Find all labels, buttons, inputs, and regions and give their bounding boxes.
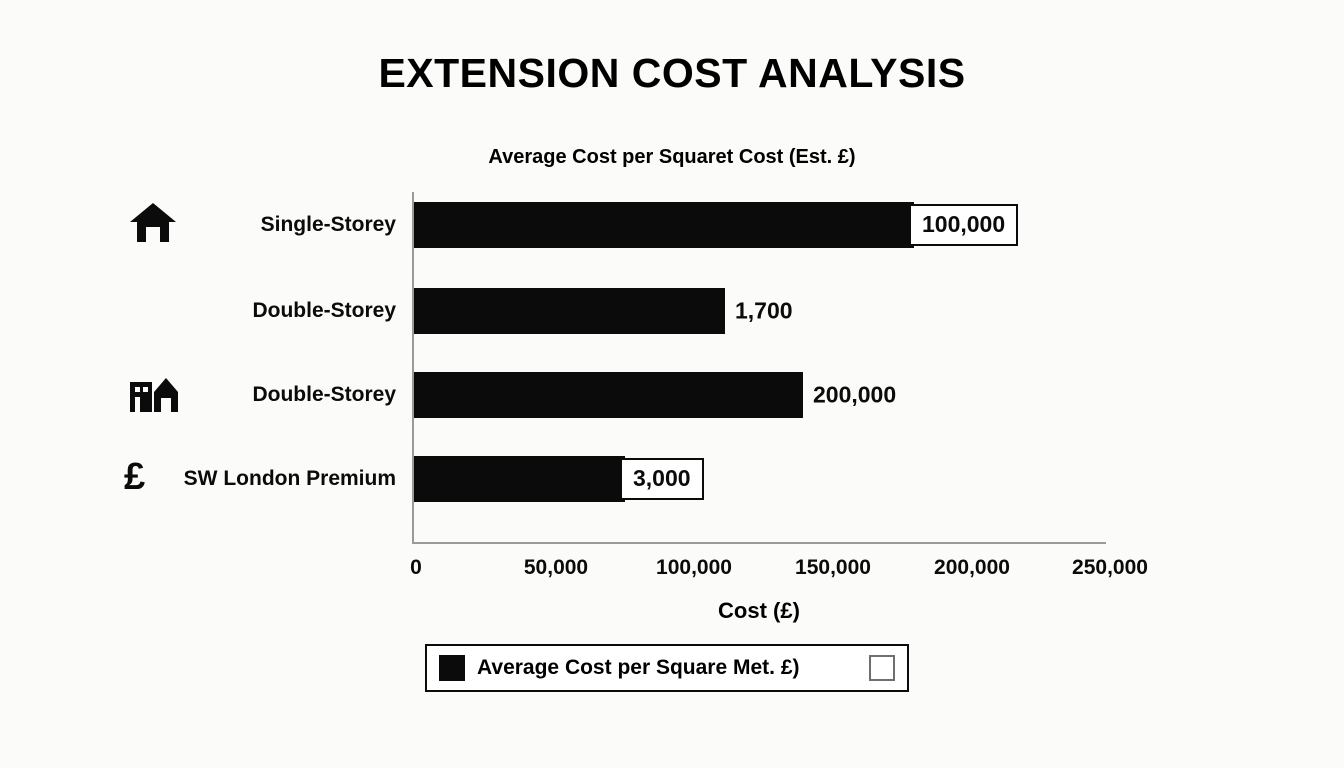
bar-0[interactable]	[414, 202, 914, 248]
bar-row-3	[412, 456, 1106, 502]
x-axis-title: Cost (£)	[718, 598, 800, 623]
x-axis-line	[412, 542, 1106, 544]
x-tick-4: 200,000	[934, 556, 1010, 579]
bar-value-0: 100,000	[909, 204, 1018, 246]
x-tick-0: 0	[410, 556, 422, 579]
category-label-1: Double-Storey	[252, 299, 396, 322]
bar-value-3: 3,000	[620, 458, 704, 500]
bar-row-1	[412, 288, 1106, 334]
building-icon	[128, 370, 180, 416]
plot-area	[412, 192, 1106, 544]
house-icon	[128, 200, 178, 246]
bar-1[interactable]	[414, 288, 725, 334]
pound-icon: £	[124, 456, 146, 498]
category-label-0: Single-Storey	[260, 213, 396, 236]
chart-subtitle: Average Cost per Squaret Cost (Est. £)	[488, 146, 856, 168]
bar-value-2: 200,000	[813, 381, 897, 408]
category-label-3: SW London Premium	[183, 467, 396, 490]
x-tick-1: 50,000	[523, 556, 589, 579]
category-label-2: Double-Storey	[252, 383, 396, 406]
legend-label-0: Average Cost per Square Met. £)	[477, 656, 800, 679]
x-tick-2: 100,000	[656, 556, 732, 579]
bar-value-1: 1,700	[735, 297, 793, 324]
page-title: EXTENSION COST ANALYSIS	[378, 50, 966, 96]
x-tick-5: 250,000	[1072, 556, 1148, 579]
x-tick-3: 150,000	[795, 556, 871, 579]
legend	[425, 644, 909, 692]
bar-3[interactable]	[414, 456, 625, 502]
legend-swatch-empty	[869, 655, 895, 681]
bar-row-2	[412, 372, 1106, 418]
bar-2[interactable]	[414, 372, 803, 418]
bar-row-0	[412, 202, 1106, 248]
legend-swatch-filled	[439, 655, 465, 681]
